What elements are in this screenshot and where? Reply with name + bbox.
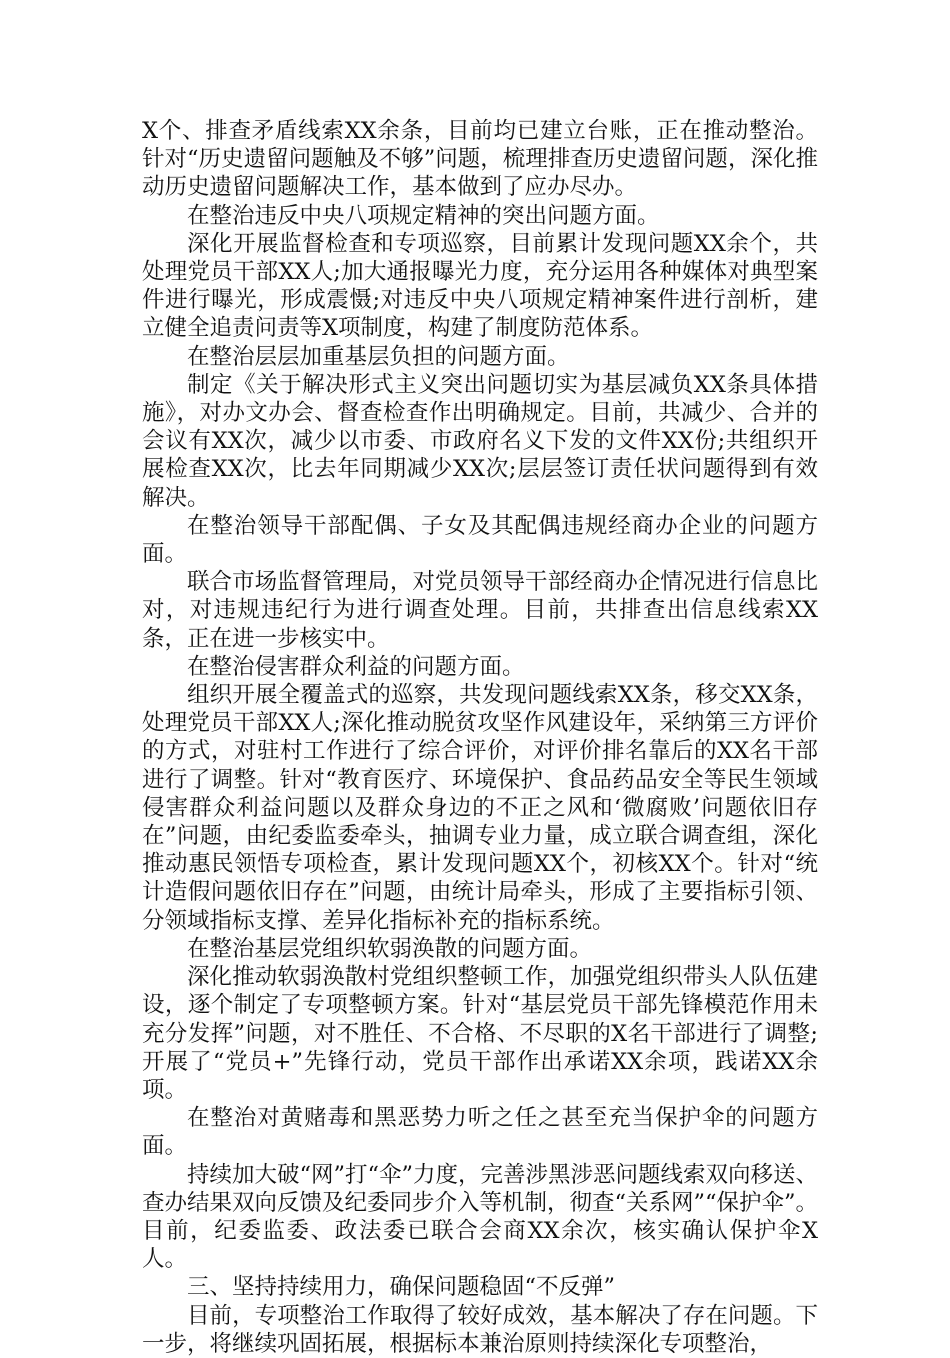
section-heading-grassroots-burden: 在整治层层加重基层负担的问题方面。 [187,343,570,370]
paragraph-eight-rules: 深化开展监督检查和专项巡察，目前累计发现问题XX余个，共处理党员干部XX人;加大通报曝光力度，充分运用各种媒体对典型案件进行曝光，形成震慑;对违反中央八项规定精神案件进行剖析，建立健全追责问责等X项制度，构建了制度防范体系。 [142,230,818,342]
paragraph-continuation: X个、排查矛盾线索XX余条，目前均已建立台账，正在推动整治。针对“历史遗留问题触及不够”问题，梳理排查历史遗留问题，深化推动历史遗留问题解决工作，基本做到了应办尽办。 [142,118,818,201]
paragraph-spouse-business: 联合市场监督管理局，对党员领导干部经商办企情况进行信息比对，对违规违纪行为进行调查处理。目前，共排查出信息线索XX条，正在进一步核实中。 [142,569,818,652]
section-heading-public-interest: 在整治侵害群众利益的问题方面。 [187,653,525,680]
paragraph-next-steps: 目前，专项整治工作取得了较好成效，基本解决了存在问题。下一步，将继续巩固拓展，根据标本兼治原则持续深化专项整治， [142,1302,818,1357]
section-heading-weak-party-org: 在整治基层党组织软弱涣散的问题方面。 [187,935,593,962]
section-heading-protective-umbrella: 在整治对黄赌毒和黑恶势力听之任之甚至充当保护伞的问题方面。 [142,1105,818,1160]
paragraph-weak-party-org: 深化推动软弱涣散村党组织整顿工作，加强党组织带头人队伍建设，逐个制定了专项整顿方案。针对“基层党员干部先锋模范作用未充分发挥”问题，对不胜任、不合格、不尽职的X名干部进行了调整;开展了“党员+”先锋行动，党员干部作出承诺XX余项，践诺XX余项。 [142,964,818,1103]
paragraph-protective-umbrella: 持续加大破“网”打“伞”力度，完善涉黑涉恶问题线索双向移送、查办结果双向反馈及纪委同步介入等机制，彻查“关系网”“保护伞”。目前，纪委监委、政法委已联合会商XX余次，核实确认保护伞X人。 [142,1161,819,1273]
paragraph-grassroots-burden: 制定《关于解决形式主义突出问题切实为基层减负XX条具体措施》，对办文办会、督查检查作出明确规定。目前，共减少、合并的会议有XX次，减少以市委、市政府名义下发的文件XX份;共组织开展检查XX次，比去年同期减少XX次;层层签订责任状问题得到有效解决。 [142,371,818,511]
section-heading-eight-rules: 在整治违反中央八项规定精神的突出问题方面。 [187,202,660,229]
section-heading-three: 三、坚持持续用力，确保问题稳固“不反弹” [187,1274,616,1301]
paragraph-public-interest: 组织开展全覆盖式的巡察，共发现问题线索XX条，移交XX条，处理党员干部XX人;深化推动脱贫攻坚作风建设年，采纳第三方评价的方式，对驻村工作进行了综合评价，对评价排名靠后的XX名干部进行了调整。针对“教育医疗、环境保护、食品药品安全等民生领域侵害群众利益问题以及群众身边的不正之风和‘微腐败’问题依旧存在”问题，由纪委监委牵头，抽调专业力量，成立联合调查组，深化推动惠民领悟专项检查，累计发现问题XX个，初核XX个。针对“统计造假问题依旧存在”问题，由统计局牵头，形成了主要指标引领、分领域指标支撑、差异化指标补充的指标系统。 [142,682,818,934]
document-body [142,117,818,1358]
section-heading-spouse-business: 在整治领导干部配偶、子女及其配偶违规经商办企业的问题方面。 [142,512,818,568]
